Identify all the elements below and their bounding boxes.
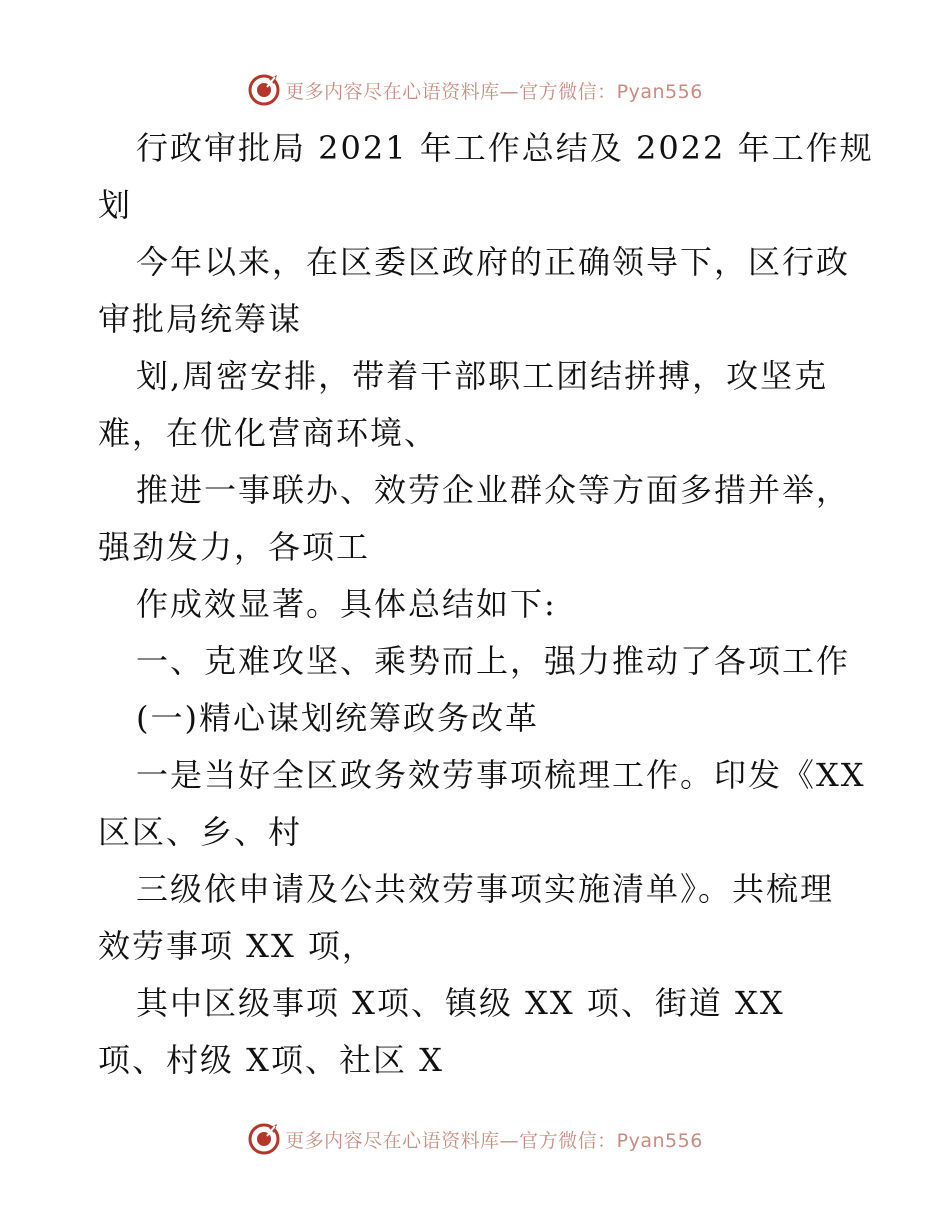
text-line: 区区、乡、村: [98, 813, 303, 851]
text-line: 推进一事联办、效劳企业群众等方面多措并举，: [136, 471, 851, 509]
text-line: 今年以来，在区委区政府的正确领导下，区行政: [136, 243, 851, 281]
text-line: 作成效显著。具体总结如下:: [136, 585, 557, 623]
text-line: 行政审批局 2021 年工作总结及 2022 年工作规: [136, 129, 874, 167]
text-line: 一、克难攻坚、乘势而上，强力推动了各项工作: [136, 642, 851, 680]
text-line: 一是当好全区政务效劳事项梳理工作。印发《XX: [136, 756, 866, 794]
text-line: 项、村级 X项、社区 X: [98, 1041, 444, 1079]
watermark-text: 更多内容尽在心语资料库—官方微信：Pyan556: [285, 80, 703, 103]
text-line: 划,周密安排，带着干部职工团结拼搏，攻坚克: [136, 357, 829, 395]
text-line: (一)精心谋划统筹政务改革: [136, 699, 539, 737]
watermark-footer: [0, 1119, 950, 1159]
watermark-text: 更多内容尽在心语资料库—官方微信：Pyan556: [285, 1129, 703, 1152]
document-body: [98, 120, 874, 1089]
text-line: 难，在优化营商环境、: [98, 414, 439, 452]
pen-logo-icon: [247, 1122, 281, 1156]
text-line: 强劲发力，各项工: [98, 528, 371, 566]
pen-logo-icon: [247, 73, 281, 107]
text-line: 划: [98, 186, 133, 224]
text-line: 审批局统筹谋: [98, 300, 303, 338]
text-line: 其中区级事项 X项、镇级 XX 项、街道 XX: [136, 984, 785, 1022]
text-line: 三级依申请及公共效劳事项实施清单》。共梳理: [136, 870, 835, 908]
watermark-header: [0, 70, 950, 110]
text-line: 效劳事项 XX 项，: [98, 927, 376, 965]
